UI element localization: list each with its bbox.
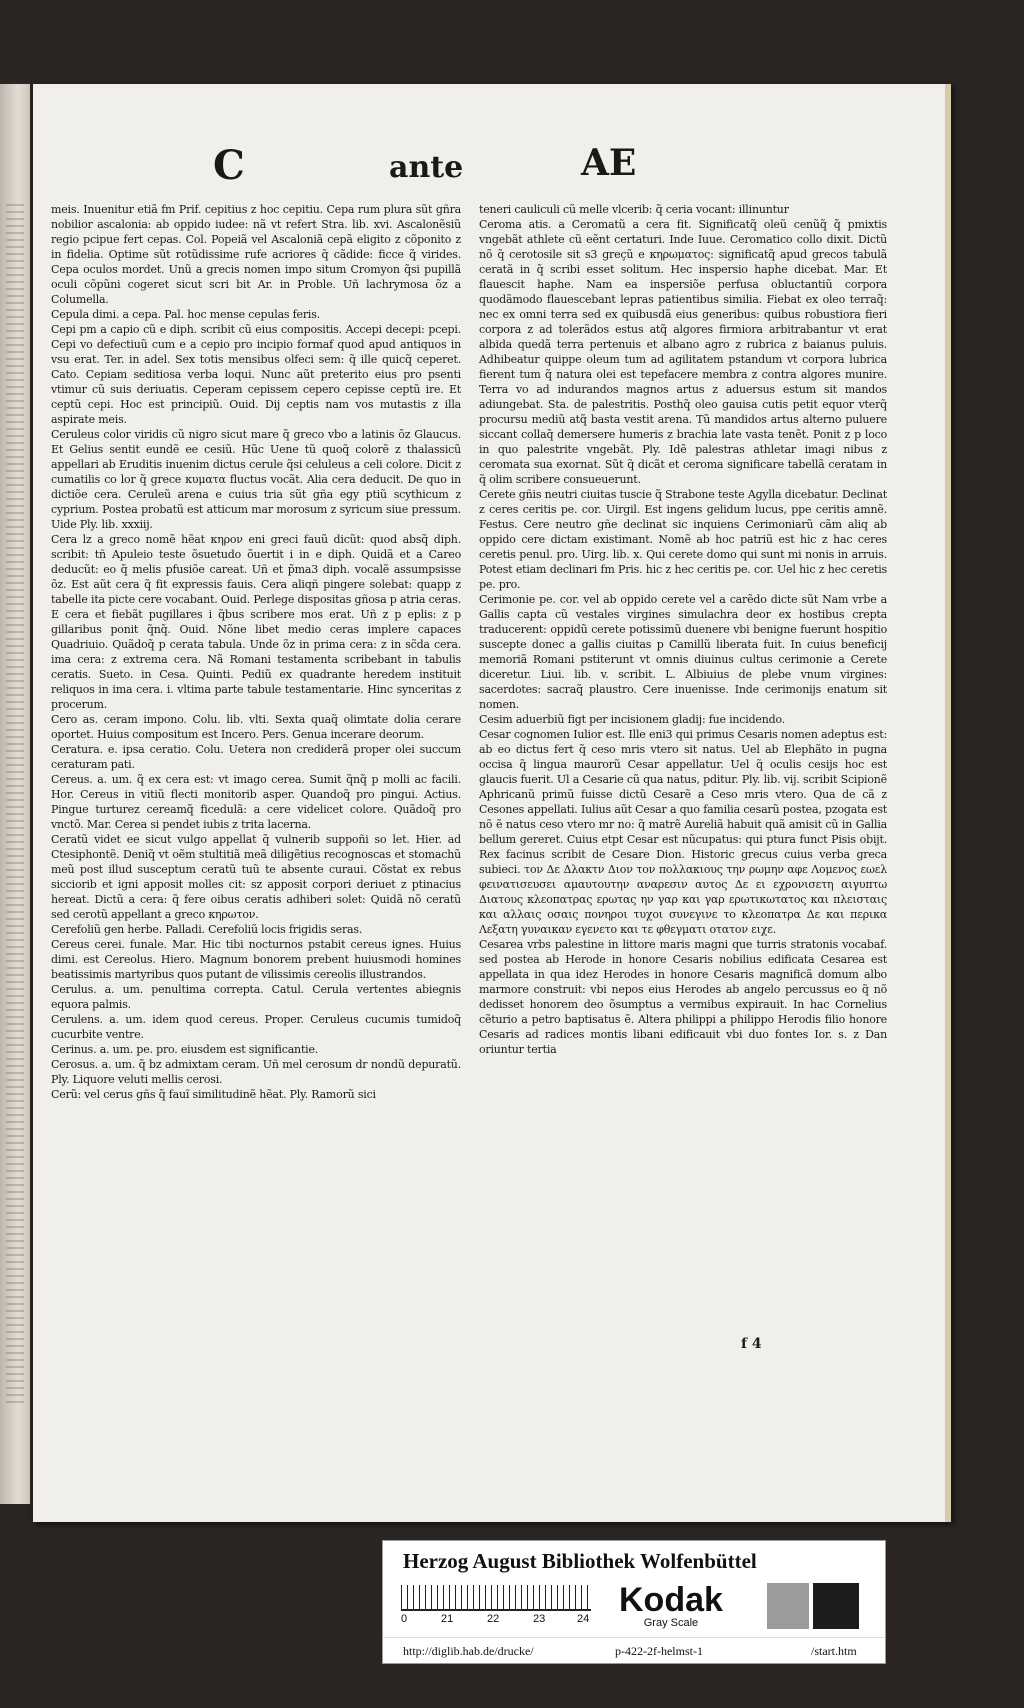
entry-paragraph: Cesar cognomen Iulior est. Ille eni3 qui primus Cesaris nomen adeptus est: ab eo dictus fert q̃ ceso mris vtero sit natus. Uel ab Elephãto in pugna occisa q̃ lingua maurorũ Cesar appellatur. Uel q̃ oculis cesijs hoc est glaucis fuerit. Ul a Cesarie cũ qua natus, pditur. Ply. lib. vij. scribit Scipionẽ Aphricanũ primũ fuisse dictũ Cesarẽ a Ceso mris vtero. Qua de cã z Cesones appellati. Iulius aũt Cesar a quo familia cesarũ postea, pzogata est nõ ẽ natus ceso vtero mr no: q̃ matrẽ Aureliã habuit quã amisit cũ in Gallia bellum gereret. Cuius etpt Cesar est nũcupatus: qui ptura funct Pisis obijt. Rex facinus scribit de Cesare Dion. Historic grecus cuius verba greca subieci. τον Δε Δλακτν Διον τον πολλακιους την ρωμην αφε Λομενος εωελ φεινατισευσει αμαυτουτην αναρεσιν αυτος Δε ει εχρονισετη αιγυπτω Διατους κλεοπατρας ερωτας ην γαρ και γαρ ερωτικωτατος και πλεισταις και αλλαις οσαις πονηροι τυχοι συνεγινε το κλεοπατρα Δε και περικα Λεξατη γυναικαν εγενετο και τε φθεγματι οτατον ειχε.: [479, 728, 887, 936]
black-patch: [813, 1583, 859, 1629]
header-middle-word: ante: [389, 150, 464, 185]
entry-paragraph: Cerosus. a. um. q̃ bz admixtam ceram. Uñ mel cerosum dr nondũ depuratũ. Ply. Liquore veluti mellis cerosi.: [51, 1058, 461, 1086]
entry-paragraph: Cerimonie pe. cor. vel ab oppido cerete vel a carẽdo dicte sũt Nam vrbe a Gallis capta cũ vestales virgines simulachra deor ex hostibus crepta traducerent: oppidũ cerete potissimũ duenere vbi benigne fuerunt hospitio suscepte donec a gallis ciuitas p Camillũ liberata fuit. In cuius beneficij memoriã Romani pstiterunt vt omnis diuinus cultus cerimonie a Cerete diceretur. Liui. lib. v. scribit. L. Albiuius de plebe vnum virgines: sacerdotes: sacraq̃ plaustro. Cere inuenisse. Inde cerimonijs enatum sit nomen.: [479, 593, 887, 711]
entry-paragraph: Cesim aduerbiũ figt per incisionem gladij: fue incidendo.: [479, 713, 785, 726]
entry-paragraph: Ceratũ videt ee sicut vulgo appellat q̃ vulnerib suppoñi so let. Hier. ad Ctesiphontẽ. Deniq̃ vt oẽm stultitiã meã diligẽtius recognoscas et stomachũ meũ post illud susceptum ceratũ tuũ te absente curaui. Cõstat ex rebus sicciorib et igni apposit molles cit: sz apposit corpori deriuet z ptinacius hereat. Dictũ a cera: q̃ fere oibus ceratis adhiberi solet: Quidã nõ ceratũ sed cerotũ appellant a greco κηρωτον.: [51, 833, 461, 921]
signature-mark: f 4: [741, 1336, 762, 1352]
entry-paragraph: Cero as. ceram impono. Colu. lib. vlti. Sexta quaq̃ olimtate dolia cerare oportet. Huius compositum est Incero. Pers. Genua incerare deorum.: [51, 713, 461, 741]
ruler-tick: 21: [441, 1613, 454, 1625]
card-footer: [383, 1637, 885, 1664]
shelfmark: p-422-2f-helmst-1: [615, 1644, 703, 1658]
header-left-letter: C: [213, 142, 245, 189]
left-page-text-shadow: [6, 204, 24, 1404]
header-right-letters: AE: [581, 142, 637, 184]
entry-paragraph: Ceratura. e. ipsa ceratio. Colu. Uetera non crediderã proper olei succum ceraturam pati.: [51, 743, 461, 771]
gray-patch: [767, 1583, 809, 1629]
entry-paragraph: Cerulens. a. um. idem quod cereus. Proper. Ceruleus cucumis tumidoq̃ cucurbite ventre.: [51, 1013, 461, 1041]
entry-paragraph: Cepi pm a capio cũ e diph. scribit cũ eius compositis. Accepi decepi: pcepi. Cepi vo defectiuũ cum e a cepio pro incipio formaf quod apud antiquos in vsu erat. Ter. in adel. Sex totis mensibus olfeci sem: q̃ ille quicq̃ ceperet. Cato. Cepiam seditiosa verba loqui. Nunc aũt preterito eius pro psenti vtimur cũ suis deriuatis. Ceperam cepissem cepero cepisse ceptũ ire. Et ceptũ cepi. Hoc est principiũ. Ouid. Dij ceptis nam vos mutastis z illa aspirate meis.: [51, 323, 461, 426]
ruler-tick: 22: [487, 1613, 500, 1625]
gray-scale-label: Gray Scale: [643, 1617, 699, 1629]
library-name: Herzog August Bibliothek Wolfenbüttel: [403, 1549, 757, 1573]
right-text-column: [479, 202, 887, 1057]
entry-paragraph: Cesarea vrbs palestine in littore maris magni que turris stratonis vocabaf. sed postea ab Herode in honore Cesaris nobilius edificata Cesarea est appellata in qua idez Herodes in honore Cesaris magnificã domum albo marmore construit: vbi nepos eius Herodes ab angelo percussus eo q̃ nõ dedisset honorem deo õsumptus a vermibus expirauit. In hac Cornelius cẽturio a petro baptisatus ẽ. Altera philippi a philippo Herodis filio honore Cesaris ad radices montis libani edificauit vbi duo fontes Ior. s. z Dan oriuntur tertia: [479, 938, 887, 1056]
entry-paragraph: Cerefoliũ gen herbe. Palladi. Cerefoliũ locis frigidis seras.: [51, 923, 363, 936]
entry-paragraph: meis. Inuenitur etiã fm Prif. cepitius z hoc cepitiu. Cepa rum plura sũt gñra nobilior ascalonia: ab oppido iudee: nã vt refert Stra. lib. xvi. Ascalonẽsiũ regio pcipue fert cepas. Col. Popeiã vel Ascaloniã cepã eligito z cõponito z in fidelia. Optime sũt rotũdissime rufe acriores q̃ cãdide: ficce q̃ virides. Cepa oculos mordet. Unũ a grecis nomen impo situm Cromyon q̃si pupillã oculi cõpũni cogeret sicut scri bit Ar. in Proble. Uñ lachrymosa õz a Columella.: [51, 203, 461, 306]
entry-paragraph: Cerinus. a. um. pe. pro. eiusdem est significantie.: [51, 1043, 319, 1056]
scale-ruler: [401, 1585, 591, 1611]
book-page: [33, 84, 951, 1522]
entry-paragraph: Cereus cerei. funale. Mar. Hic tibi nocturnos pstabit cereus ignes. Huius dimi. est Cereolus. Hiero. Magnum bonorem prebent huiusmodi homines beatissimis martyribus quos putant de vilissimis cereolis illustrandos.: [51, 938, 461, 981]
kodak-brand: Kodak: [619, 1581, 723, 1619]
ruler-tick: 24: [577, 1613, 590, 1625]
kodak-logo: [619, 1583, 723, 1629]
ruler-tick: 23: [533, 1613, 546, 1625]
left-text-column: [51, 202, 461, 1102]
entry-paragraph: Ceruleus color viridis cũ nigro sicut mare q̃ greco vbo a latinis õz Glaucus. Et Gelius sentit eundẽ ee cesiũ. Hũc Uene tũ quoq̃ colorẽ z thalassicũ appellari ab Eruditis inuenim dictus cerule q̃si celuleus a celi colore. Dicit z cumatilis co lor q̃ grece κυματα fluctus vocãt. Alia cera deducit. De quo in dictiõe cera. Ceruleũ arena e cuius tria sũt gña egy ptiũ scythicum z cyprium. Postea probatũ est atticum mar morosum z syricum siue pressum. Uide Ply. lib. xxxiij.: [51, 428, 461, 531]
entry-paragraph: Cerete gñis neutri ciuitas tuscie q̃ Strabone teste Agylla dicebatur. Declinat z ceres ceritis pe. cor. Uirgil. Est ingens gelidum lucus, ppe ceritis amnẽ. Festus. Cere neutro gñe declinat sic inquiens Cerimoniarũ cãm aliq ab oppido cere dictam existimant. Nomẽ ab hoc patriũ est hic z hac ceres ceretis penul. pro. Uirg. lib. x. Qui cerete domo qui sunt mi nonis in arruis. Potest etiam declinari fm Pris. hic z hec ceritis pe. cor. Uel hic z hec ceretis pe. pro.: [479, 488, 887, 591]
color-card: [382, 1540, 886, 1664]
entry-paragraph: Ceroma atis. a Ceromatũ a cera fit. Significatq̃ oleũ cenũq̃ q̃ pmixtis vngebãt athlete cũ eẽnt certaturi. Inde Iuue. Ceromatico collo dixit. Dictũ nõ q̃ cerotosile sit s3 greçũ e κηρωματος: significatq̃ apud grecos tabulã ceratã in q̃ scribi esset solitum. Hec inspersio haphe dicebat. Mar. Et flauescit haphe. Nam ea inspersiõe perfusa obluctantiũ corpora quodãmodo flauescebant lepras patientibus similia. Fiebat ex oleo terraq̃: nec ex omni terra sed ex quibusdã eius generibus: quibus robustiora fieri corpora z ad tolerãdos estus atq̃ algores firmiora arbitrabantur vt erat albida quedã terra pertenuis et albano agro z rubrica z baianus puluis. Adhibeatur quippe oleum tum ad agilitatem pstandum vt corpora lubrica fierent tum q̃ natura olei est tepefacere membra z contra algores munire. Terra vo ad indurandos magnos artus z aduersus estum sit mandos adiungebat. Sta. de palestritis. Posthq̃ oleo gauisa cutis petit equor vterq̃ procursu mediũ atq̃ basta vestit arena. Tũ mandidos artus alterno puluere siccant collaq̃ demersere humeris z brachia late vasta tenẽt. Ponit z p loco in quo palestrite vngebãt. Ply. Idẽ palestras athletar imagi nibus z ceromata sua exornat. Sũt q̃ dicãt et ceroma significare tabellã ceratam in q̃ olim scribere consueuerunt.: [479, 218, 887, 486]
entry-paragraph: Cepula dimi. a cepa. Pal. hoc mense cepulas feris.: [51, 308, 320, 321]
left-page-edge: [0, 84, 30, 1504]
entry-paragraph: Cera lz a greco nomẽ hẽat κηρον eni greci fauũ dicũt: quod absq̃ diph. scribit: tñ Apuleio teste õsuetudo õuertit i in e diph. Quidã et a Careo deducũt: eo q̃ melis pfusiõe careat. Uñ et p̃ma3 diph. vocalẽ assumpsisse õz. Est aũt cera q̃ fit expressis fauis. Cera aliqñ pingere solebat: quapp z tabelle ita picte cere vocabant. Ouid. Perlege dispositas gñosa p atria ceras. E cera et fiebãt pugillares i q̃bus scribere mos erat. Uñ z p eplis: z p gillaribus ponit q̃nq̃. Ouid. Nõne libet medio ceras implere capaces Quadriuio. Quãdoq̃ p cerata tabula. Unde õz in prima cera: z in sc̃da cera. ima cera: z extrema cera. Nã Romani testamenta scribebant in tabulis ceratis. Sueto. in Cesa. Quinti. Pediũ ex quadrante heredem instituit reliquos in ima cera. i. vltima parte tabule testamentarie. Hinc synceritas z procerum.: [51, 533, 461, 711]
entry-paragraph: Cereus. a. um. q̃ ex cera est: vt imago cerea. Sumit q̃nq̃ p molli ac facili. Hor. Cereus in vitiũ flecti monitorib asper. Quandoq̃ pro pingui. Actius. Pingue turturez cereamq̃ ficedulã: a cere videlicet colore. Quãdoq̃ pro vnctõ. Mar. Cerea si pendet iubis z trita lacerna.: [51, 773, 461, 831]
running-header: [33, 142, 945, 192]
start-link: /start.htm: [811, 1644, 857, 1658]
ruler-tick: 0: [401, 1613, 408, 1625]
entry-paragraph: teneri cauliculi cũ melle vlcerib: q̃ ceria vocant: illinuntur: [479, 203, 789, 216]
entry-paragraph: Cerũ: vel cerus gñs q̃ fauĩ similitudinẽ hẽat. Ply. Ramorũ sici: [51, 1088, 376, 1101]
entry-paragraph: Cerulus. a. um. penultima correpta. Catul. Cerula vertentes abiegnis equora palmis.: [51, 983, 461, 1011]
source-url: http://diglib.hab.de/drucke/: [403, 1644, 534, 1658]
